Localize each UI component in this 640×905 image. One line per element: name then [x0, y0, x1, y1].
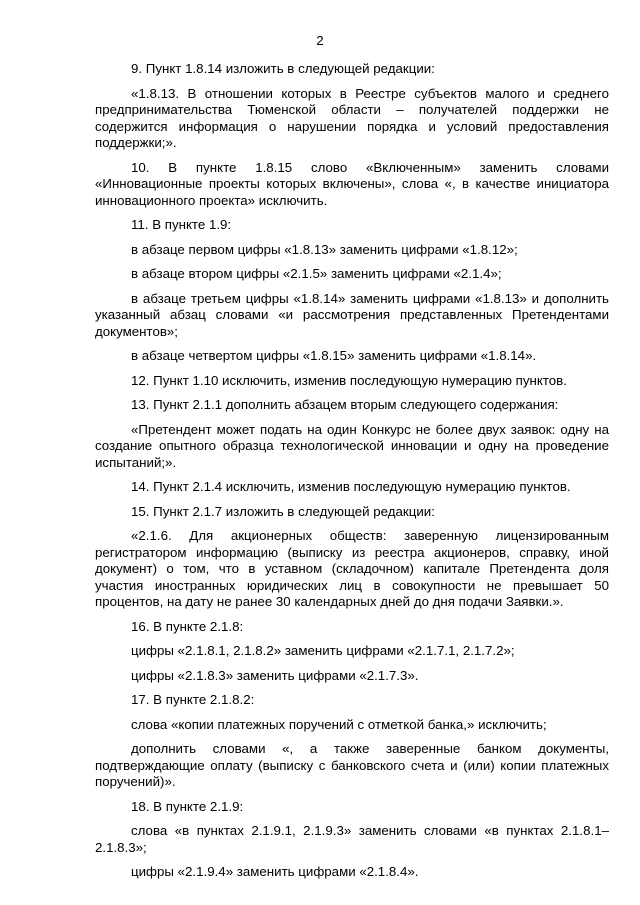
- paragraph-12: 12. Пункт 1.10 исключить, изменив последующую нумерацию пунктов.: [131, 372, 567, 388]
- paragraph-16-second: цифры «2.1.8.3» заменить цифрами «2.1.7.3».: [131, 667, 419, 683]
- paragraph-11: 11. В пункте 1.9:: [131, 217, 232, 232]
- paragraph-11-first: в абзаце первом цифры «1.8.13» заменить цифрами «1.8.12»;: [131, 241, 518, 257]
- paragraph-18-second: цифры «2.1.9.4» заменить цифрами «2.1.8.4».: [131, 864, 419, 879]
- paragraph-9: 9. Пункт 1.8.14 изложить в следующей редакции:: [131, 61, 435, 76]
- paragraph-11-second: в абзаце втором цифры «2.1.5» заменить цифрами «2.1.4»;: [131, 266, 502, 281]
- paragraph-13-quote: «Претендент может подать на один Конкурс не более двух заявок: одну на создание опытного образца технологической инновации и одну на проведение испытаний;».: [95, 421, 609, 470]
- paragraph-15-quote: «2.1.6. Для акционерных обществ: заверенную лицензированным регистратором информацию (выписку из реестра акционеров, справку, иной документ) о том, что в уставном (складочном) капитале Претендента доля участия иностранных юридических лиц в совокупности не превышает 50 процентов, на дату не ранее 30 календарных дней до дня подачи Заявки.».: [95, 528, 609, 609]
- paragraph-16-first: цифры «2.1.8.1, 2.1.8.2» заменить цифрами «2.1.7.1, 2.1.7.2»;: [131, 643, 515, 658]
- paragraph-14: 14. Пункт 2.1.4 исключить, изменив последующую нумерацию пунктов.: [131, 479, 571, 494]
- paragraph-17-second: дополнить словами «, а также заверенные банком документы, подтверждающие оплату (выписку с банковского счета и (или) копии платежных поручений)».: [95, 741, 609, 789]
- paragraph-quote-1-8-13: «1.8.13. В отношении которых в Реестре субъектов малого и среднего предпринимательства Тюменской области – получателей поддержки не содержится информация о нарушении порядка и условий предоставления поддержки;».: [95, 85, 609, 150]
- paragraph-11-fourth: в абзаце четвертом цифры «1.8.15» заменить цифрами «1.8.14».: [131, 348, 537, 363]
- paragraph-17-first: слова «копии платежных поручений с отметкой банка,» исключить;: [131, 716, 547, 732]
- paragraph-17: 17. В пункте 2.1.8.2:: [131, 692, 255, 707]
- paragraph-10: 10. В пункте 1.8.15 слово «Включенным» заменить словами «Инновационные проекты которых включены», слова «, в качестве инициатора инновационного проекта» исключить.: [95, 159, 609, 208]
- document-body: [95, 61, 609, 889]
- paragraph-18-first: слова «в пунктах 2.1.9.1, 2.1.9.3» заменить словами «в пунктах 2.1.8.1–2.1.8.3»;: [95, 823, 609, 855]
- page-number: 2: [316, 33, 324, 48]
- paragraph-16: 16. В пункте 2.1.8:: [131, 618, 244, 634]
- paragraph-15: 15. Пункт 2.1.7 изложить в следующей редакции:: [131, 503, 435, 519]
- paragraph-13: 13. Пункт 2.1.1 дополнить абзацем вторым следующего содержания:: [131, 397, 559, 412]
- paragraph-18: 18. В пункте 2.1.9:: [131, 798, 244, 814]
- paragraph-11-third: в абзаце третьем цифры «1.8.14» заменить цифрами «1.8.13» и дополнить указанный абзац словами «и рассмотрения представленных Претендентами документов»;: [95, 290, 609, 339]
